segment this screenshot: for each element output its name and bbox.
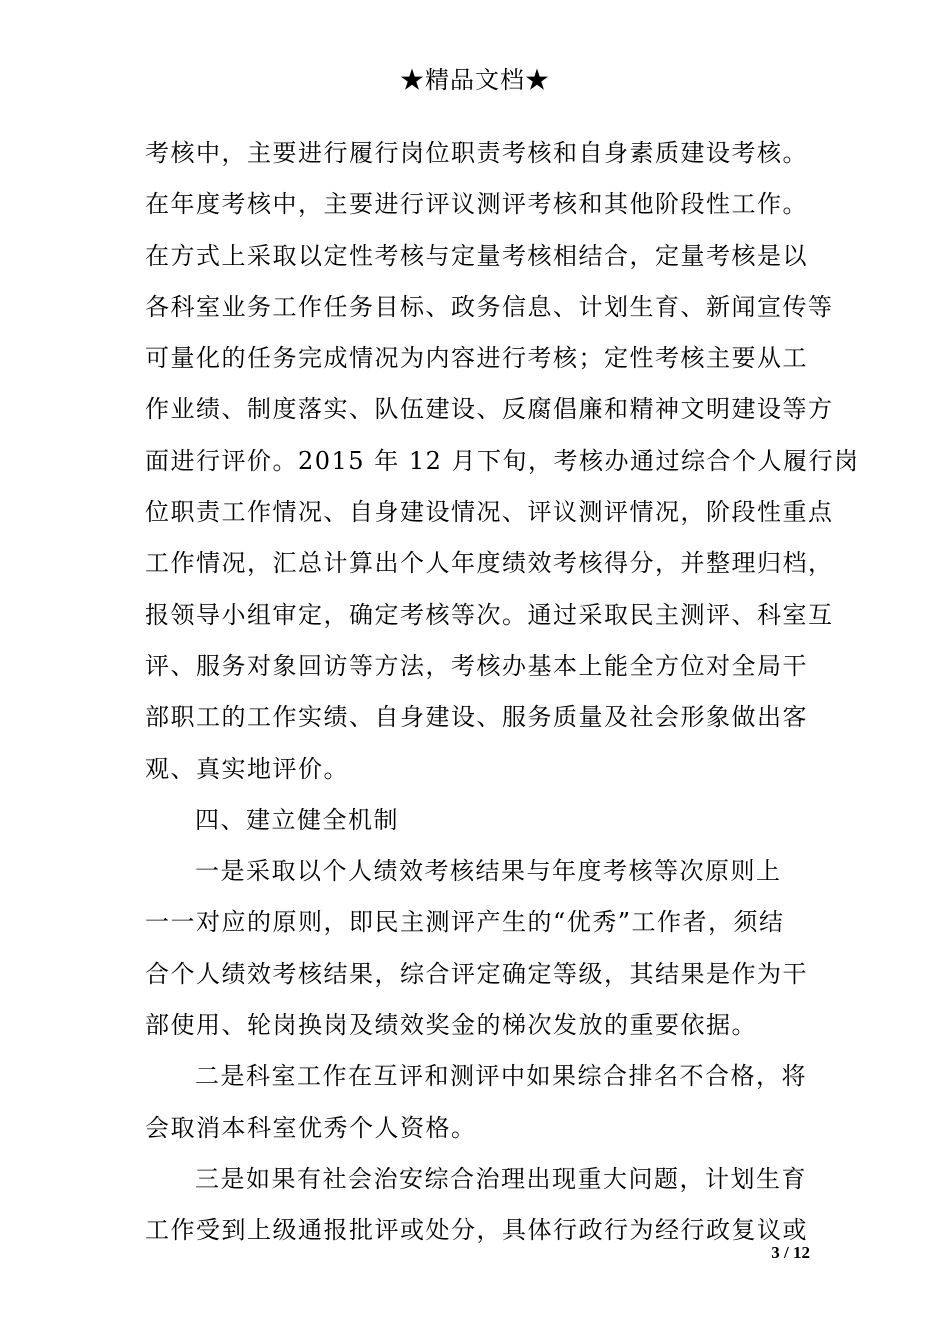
text-line: 各科室业务工作任务目标、政务信息、计划生育、新闻宣传等 — [145, 292, 834, 321]
text-line: 会取消本科室优秀个人资格。 — [145, 1113, 477, 1142]
text-line: 三是如果有社会治安综合治理出现重大问题，计划生育 — [195, 1164, 807, 1193]
text-line: 二是科室工作在互评和测评中如果综合排名不合格，将 — [195, 1062, 807, 1091]
text-line: 评、服务对象回访等方法，考核办基本上能全方位对全局干 — [145, 651, 808, 680]
text-line: 考核中，主要进行履行岗位职责考核和自身素质建设考核。 — [145, 139, 808, 167]
text-line: 工作受到上级通报批评或处分，具体行政行为经行政复议或 — [145, 1216, 808, 1245]
text-line: 合个人绩效考核结果，综合评定确定等级，其结果是作为干 — [145, 959, 808, 988]
text-line: 作业绩、制度落实、队伍建设、反腐倡廉和精神文明建设等方 — [145, 395, 834, 424]
text-line: 在方式上采取以定性考核与定量考核相结合，定量考核是以 — [145, 241, 808, 270]
text-line: 在年度考核中，主要进行评议测评考核和其他阶段性工作。 — [145, 190, 808, 219]
text-line: 部职工的工作实绩、自身建设、服务质量及社会形象做出客 — [145, 703, 808, 732]
text-line: 部使用、轮岗换岗及绩效奖金的梯次发放的重要依据。 — [145, 1011, 757, 1040]
text-line: 面进行评价。2015 年 12 月下旬，考核办通过综合个人履行岗 — [145, 446, 860, 475]
document-body — [145, 128, 860, 1257]
text-line: 观、真实地评价。 — [145, 754, 349, 783]
document-header: ★精品文档★ — [400, 66, 550, 94]
page-number: 3 / 12 — [771, 1243, 810, 1262]
text-line: 工作情况，汇总计算出个人年度绩效考核得分，并整理归档， — [145, 549, 834, 578]
section-heading: 四、建立健全机制 — [195, 805, 399, 834]
text-line: 报领导小组审定，确定考核等次。通过采取民主测评、科室互 — [145, 600, 834, 629]
text-line: 一一对应的原则，即民主测评产生的“优秀”工作者，须结 — [145, 908, 785, 937]
text-line: 位职责工作情况、自身建设情况、评议测评情况，阶段性重点 — [145, 498, 834, 527]
text-line: 可量化的任务完成情况为内容进行考核；定性考核主要从工 — [145, 344, 808, 373]
text-line: 一是采取以个人绩效考核结果与年度考核等次原则上 — [195, 857, 782, 886]
